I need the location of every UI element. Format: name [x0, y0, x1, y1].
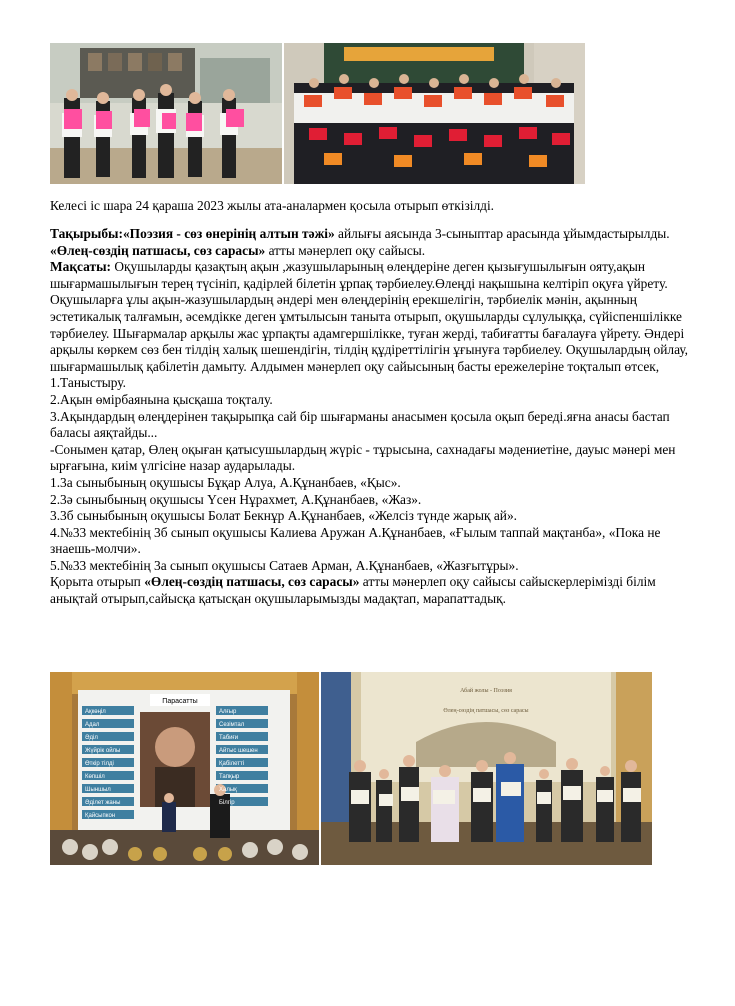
goal-label: Мақсаты: — [50, 259, 111, 275]
board-word-right: Халық — [219, 787, 237, 793]
event-description — [50, 226, 700, 608]
rule-item: -Сонымен қатар, Өлең оқыған қатысушылардың жүріс - тұрысына, сахнадағы мәдениетіне, дауыс мәнері мен ырғағына, киім үлгісіне назар аударылады. — [50, 441, 676, 474]
goal-paragraph — [50, 259, 700, 375]
board-word-left: Жүйрік ойлы — [85, 748, 121, 754]
board-word-left: Ақкөңіл — [85, 709, 106, 715]
board-word-left: Өткір тілді — [85, 761, 114, 767]
topic-paragraph — [50, 226, 700, 259]
participant-item: 5.№33 мектебінің 3а сынып оқушысы Сатаев Арман, А.Құнанбаев, «Жазғытұры». — [50, 557, 519, 573]
conclusion-contest: «Өлең-сөздің патшасы, сөз сарасы» — [144, 574, 360, 590]
board-word-right: Айтыс шешен — [219, 748, 258, 754]
class-group-photo — [284, 43, 585, 184]
participant-item: 1.3а сыныбының оқушысы Бұқар Алуа, А.Құнанбаев, «Қыс». — [50, 474, 401, 490]
conclusion-pre: Қорыта отырып — [50, 574, 145, 590]
banner-line-1: Абай жолы - Поэзия — [460, 688, 512, 694]
board-word-left: Әділ — [85, 735, 98, 741]
participant-item: 2.3ә сыныбының оқушысы Үсен Нұрахмет, А.Құнанбаев, «Жаз». — [50, 491, 422, 507]
board-word-left: Адал — [85, 722, 100, 728]
banner-line-2: Өлең-сөздің патшасы, сөз сарасы — [443, 708, 529, 714]
rule-item: 1.Таныстыру. — [50, 375, 127, 391]
board-heading: Парасатты — [162, 698, 198, 705]
board-word-left: Көпшіл — [85, 774, 105, 780]
participant-item: 4.№33 мектебінің 3б сынып оқушысы Калиева Аружан А.Құнанбаев, «Ғылым таппай мақтанба», «Пока не знаешь-молчи». — [50, 524, 661, 557]
conclusion-post: атты мәнерлеп оқу сайысы сайыскерлерімізді білім анықтай отырып,сайысқа қатысқан оқушыларымызды мадақтап, марапаттадық. — [50, 574, 656, 607]
board-word-right: Қабілетті — [219, 761, 245, 767]
board-word-left: Шыншыл — [85, 787, 111, 793]
conclusion-paragraph — [50, 574, 700, 607]
award-ceremony-photo — [321, 672, 652, 865]
rule-item: 2.Ақын өмірбаянына қысқаша тоқталу. — [50, 391, 273, 407]
board-word-right: Алғыр — [219, 709, 237, 715]
participant-item: 3.3б сыныбының оқушысы Болат Бекнұр А.Құнанбаев, «Желсіз түнде жарық ай». — [50, 508, 517, 524]
board-word-left: Қайсыпкон — [85, 813, 116, 819]
topic-label: Тақырыбы: — [50, 226, 123, 241]
rule-item: 3.Ақындардың өлеңдерінен тақырыпқа сай бір шығарманы анасымен қосыла оқып береді.яғна анасы бастап баласы аяқтайды... — [50, 408, 670, 441]
intro-paragraph — [50, 198, 700, 215]
board-word-right: Тапқыр — [219, 774, 240, 780]
topic-rest2: атты мәнерлеп оқу сайысы. — [265, 242, 426, 258]
goal-text: Оқушыларды қазақтың ақын ,жазушыларының өлеңдеріне деген қызығушылығын ояту,ақын шығармашылығын терең түсініп, қадірлей білетін ұрпақ тәрбиелеу.Өлеңді нақышына келтіріп оқуға үйрету. Оқушыларға ұлы ақын-жазушылардың әндері мен өлеңдерінің ерекшелігін, тәрбиелік мәнін, ақынның эстетикалық талғамын, әсемдікке деген ұмтылысын таныта отырып, оқушыларды сұлулыққа, сүйіспеншілікке тәрбиелеу. Шығармалар арқылы жас ұрпақты адамгершілікке, туған жерді, табиғатты бағалауға үйрету. Әндері арқылы көркем сөз бен тілдің халық шешендігін, тілдің құдіреттілігін ұғынуға тәрбиелеу. Оқушылардың ойлау, шығармашылық қабілетін дамыту. Алдымен мәнерлеп оқу сайысының басты ережелеріне тоқталып өтсек, — [50, 259, 689, 374]
intro-text: Келесі іс шара 24 қараша 2023 жылы ата-аналармен қосыла отырып өткізілді. — [50, 198, 495, 213]
classroom-students-photo — [50, 43, 282, 184]
contest-title: «Өлең-сөздің патшасы, сөз сарасы» — [50, 242, 266, 258]
topic-rest: айлығы аясында 3-сыныптар арасында ұйымдастырылды. — [334, 226, 670, 241]
board-word-right: Табиғи — [219, 735, 239, 741]
board-word-right: Сезімтал — [219, 722, 245, 728]
stage-poetry-photo — [50, 672, 319, 865]
topic-title: «Поэзия - сөз өнерінің алтын тәжі» — [122, 226, 335, 241]
board-word-right: Білгір — [219, 800, 235, 806]
board-word-left: Әділет жаны — [85, 800, 121, 806]
